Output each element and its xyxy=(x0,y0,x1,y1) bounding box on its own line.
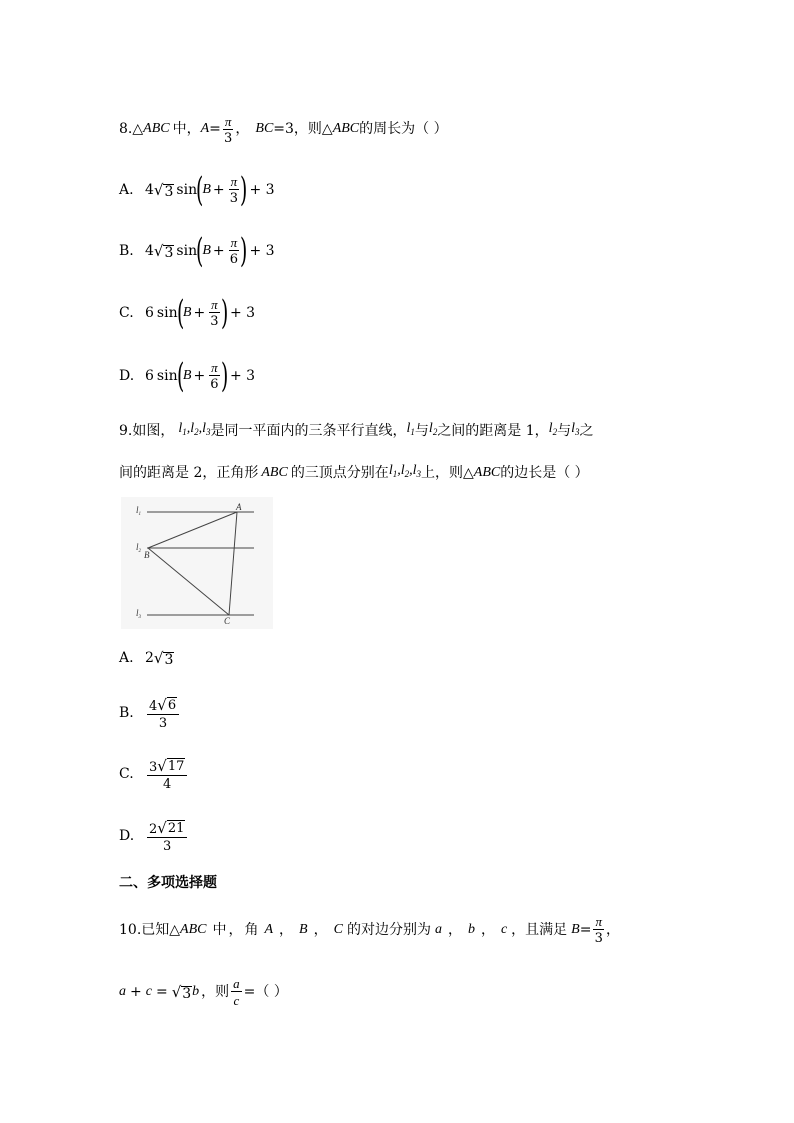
side-bc xyxy=(148,548,229,615)
vertex-a-label: A xyxy=(236,502,242,512)
sqrt: √ 3 xyxy=(153,242,174,261)
section-heading: 二、多项选择题 xyxy=(119,875,217,891)
label-l3: $l_3$ xyxy=(136,608,142,620)
q10-stem-line2: a + c = √ 3 b ，则 $\frac{a}{c}$ =（ ） xyxy=(119,976,288,1008)
side-ab xyxy=(148,512,237,548)
label-l2: $l_2$ xyxy=(136,542,142,554)
side-ac xyxy=(229,512,237,615)
q9-option-b[interactable]: B. 4 √ 6 3 xyxy=(119,694,181,732)
q8-option-c[interactable]: C. 6 sin ( B + $\frac{\pi}{3}$ ) + 3 xyxy=(119,293,256,333)
label-l1: $l_1$ xyxy=(136,505,142,517)
q8-stem: 8. △ ABC 中， A = $\frac{\pi}{3}$ ， BC =3，则△ ABC 的周长为（ ） xyxy=(119,114,448,146)
q8-option-d[interactable]: D. 6 sin ( B + $\frac{\pi}{6}$ ) + 3 xyxy=(119,356,256,396)
vertex-c-label: C xyxy=(224,616,231,626)
q9-stem-line2: 间的距离是 2，正角形 ABC 的三顶点分别在 $l_1,l_2,l_3$ 上，则△ ABC 的边长是（ ） xyxy=(119,463,589,481)
vertex-b-label: B xyxy=(144,550,150,560)
q9-stem-line1: 9.如图， $l_1,l_2,l_3$ 是同一平面内的三条平行直线， $l_1$ 与 $l_2$ 之间的距离是 1， $l_2$ 与 $l_3$ 之 xyxy=(119,421,594,439)
sqrt: √ 3 xyxy=(153,181,174,200)
figure-svg xyxy=(121,497,273,629)
parallel-lines-triangle-figure xyxy=(121,497,273,629)
q8-option-a[interactable]: A. 4 √ 3 sin ( B + $\frac{\pi}{3}$ ) + 3 xyxy=(119,170,275,210)
fraction-pi-over-3: $\frac{\pi}{3}$ xyxy=(224,114,233,146)
q9-option-a[interactable]: A. 2 √ 3 xyxy=(119,649,174,668)
q9-option-d[interactable]: D. 2 √ 21 3 xyxy=(119,817,189,855)
q8-option-b[interactable]: B. 4 √ 3 sin ( B + $\frac{\pi}{6}$ ) + 3 xyxy=(119,231,275,271)
q10-stem-line1: 10.已知△ ABC 中，角 A ， B ， C 的对边分别为 a ， b ， c ，且满足 B = $\frac{\pi}{3}$ ， xyxy=(119,914,620,946)
q9-option-c[interactable]: C. 3 √ 17 4 xyxy=(119,755,189,793)
